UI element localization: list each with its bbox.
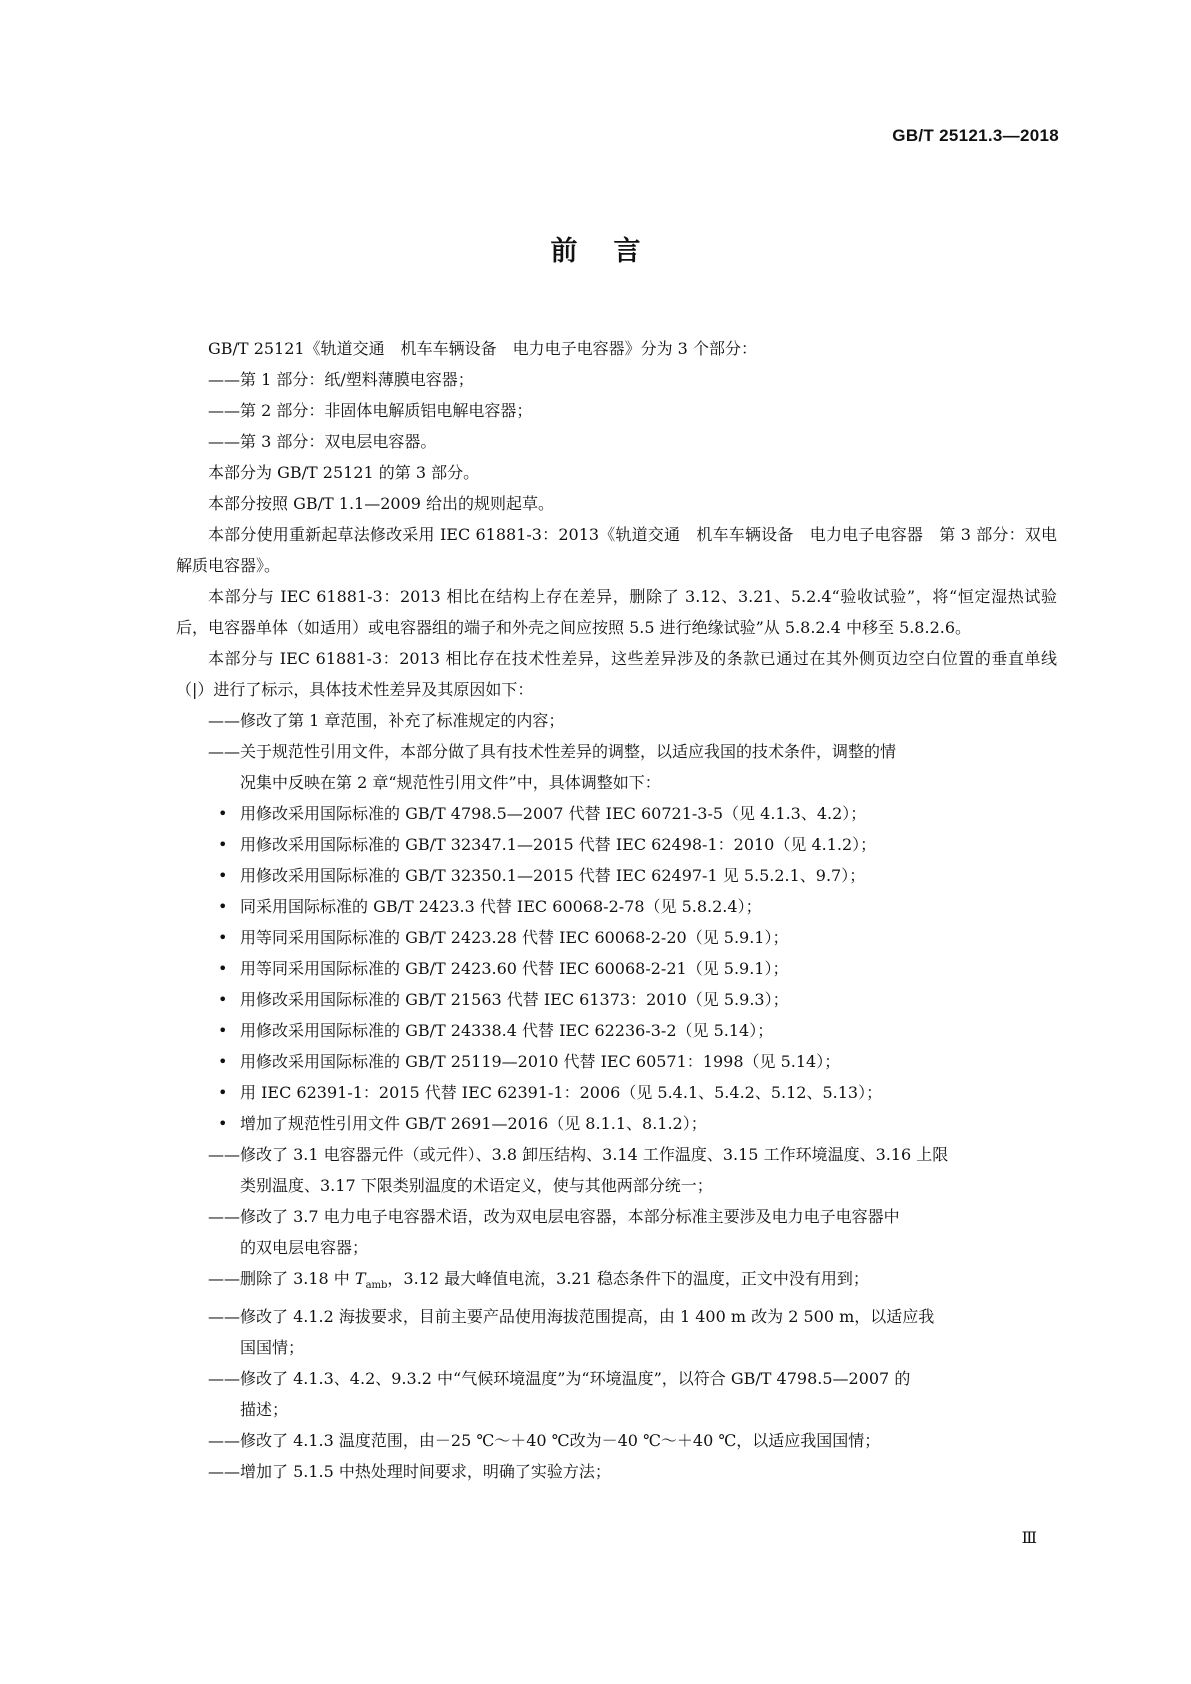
document-id: GB/T 25121.3—2018	[892, 126, 1059, 145]
paragraph: 本部分为 GB/T 25121 的第 3 部分。	[208, 463, 480, 482]
dash-item-line: ——修改了 3.7 电力电子电容器术语，改为双电层电容器，本部分标准主要涉及电力电子电容器中	[208, 1207, 900, 1226]
bullet-item	[176, 891, 1057, 922]
bullet-icon: •	[218, 897, 228, 916]
bullet-icon: •	[218, 928, 228, 947]
bullet-text: 用修改采用国际标准的 GB/T 21563 代替 IEC 61373：2010（见 5.9.3）；	[240, 990, 789, 1009]
paragraph: 本部分与 IEC 61881-3：2013 相比存在技术性差异，这些差异涉及的条款已通过在其外侧页边空白位置的垂直单线（|）进行了标示，具体技术性差异及其原因如下：	[176, 649, 1057, 699]
dash-item	[176, 1201, 1057, 1263]
dash-item-continuation: 的双电层电容器；	[240, 1238, 369, 1257]
dash-item: ——修改了 4.1.3 温度范围，由－25 ℃～＋40 ℃改为－40 ℃～＋40 ℃，以适应我国国情；	[208, 1431, 881, 1451]
bullet-icon: •	[218, 959, 228, 978]
dash-item-prefix: ——删除了 3.18 中	[208, 1269, 355, 1288]
document-body	[176, 333, 1057, 1487]
bullet-text: 用修改采用国际标准的 GB/T 32350.1—2015 代替 IEC 62497-1 见 5.5.2.1、9.7）；	[240, 866, 866, 885]
bullet-text: 用修改采用国际标准的 GB/T 32347.1—2015 代替 IEC 62498-1：2010（见 4.1.2）；	[240, 835, 877, 854]
bullet-item	[176, 984, 1057, 1015]
bullet-item	[176, 1015, 1057, 1046]
dash-item-continuation: 类别温度、3.17 下限类别温度的术语定义，使与其他两部分统一；	[240, 1176, 713, 1195]
bullet-text: 用等同采用国际标准的 GB/T 2423.60 代替 IEC 60068-2-21（见 5.9.1）；	[240, 959, 789, 978]
dash-item-continuation: 描述；	[240, 1400, 289, 1420]
dash-item-continuation: 况集中反映在第 2 章“规范性引用文件”中，具体调整如下：	[240, 773, 661, 792]
dash-item	[176, 1263, 1057, 1301]
dash-item: ——增加了 5.1.5 中热处理时间要求，明确了实验方法；	[208, 1462, 611, 1482]
bullet-item	[176, 922, 1057, 953]
paragraph: 本部分与 IEC 61881-3：2013 相比在结构上存在差异，删除了 3.12、3.21、5.2.4“验收试验”，将“恒定湿热试验后，电容器单体（如适用）或电容器组的端子和外壳之间应按照 5.5 进行绝缘试验”从 5.8.2.4 中移至 5.8.2.6。	[176, 587, 1057, 637]
dash-item: ——修改了第 1 章范围，补充了标准规定的内容；	[208, 711, 565, 730]
paragraph: 本部分按照 GB/T 1.1—2009 给出的规则起草。	[208, 494, 555, 513]
bullet-text: 同采用国际标准的 GB/T 2423.3 代替 IEC 60068-2-78（见 5.8.2.4）；	[240, 897, 762, 916]
dash-item: ——第 2 部分：非固体电解质铝电解电容器；	[208, 401, 533, 420]
bullet-text: 用 IEC 62391-1：2015 代替 IEC 62391-1：2006（见 5.4.1、5.4.2、5.12、5.13）；	[240, 1083, 883, 1102]
paragraph: 本部分使用重新起草法修改采用 IEC 61881-3：2013《轨道交通 机车车辆设备 电力电子电容器 第 3 部分：双电解质电容器》。	[176, 525, 1057, 575]
bullet-list	[176, 798, 1057, 1139]
bullet-icon: •	[218, 866, 228, 885]
bullet-icon: •	[218, 1052, 228, 1071]
bullet-item	[176, 1046, 1057, 1077]
dash-item	[176, 1363, 1057, 1425]
dash-item-line: ——关于规范性引用文件，本部分做了具有技术性差异的调整，以适应我国的技术条件，调整的情	[208, 742, 897, 761]
bullet-icon: •	[218, 835, 228, 854]
bullet-icon: •	[218, 1083, 228, 1102]
dash-item-line: ——修改了 4.1.2 海拔要求，目前主要产品使用海拔范围提高，由 1 400 m 改为 2 500 m，以适应我	[208, 1307, 935, 1327]
bullet-text: 用修改采用国际标准的 GB/T 25119—2010 代替 IEC 60571：1998（见 5.14）；	[240, 1052, 841, 1071]
bullet-icon: •	[218, 1114, 228, 1133]
dash-item-line: ——修改了 4.1.3、4.2、9.3.2 中“气候环境温度”为“环境温度”，以符合 GB/T 4798.5—2007 的	[208, 1369, 911, 1389]
bullet-item	[176, 829, 1057, 860]
paragraph: GB/T 25121《轨道交通 机车车辆设备 电力电子电容器》分为 3 个部分：	[208, 339, 757, 358]
page-number: Ⅲ	[1021, 1528, 1037, 1547]
bullet-item	[176, 1108, 1057, 1139]
bullet-text: 用修改采用国际标准的 GB/T 24338.4 代替 IEC 62236-3-2（见 5.14）；	[240, 1021, 774, 1040]
dash-item	[176, 1301, 1057, 1363]
bullet-item	[176, 953, 1057, 984]
bullet-text: 用等同采用国际标准的 GB/T 2423.28 代替 IEC 60068-2-20（见 5.9.1）；	[240, 928, 789, 947]
bullet-item	[176, 860, 1057, 891]
dash-item	[176, 736, 1057, 798]
dash-item-suffix: ，3.12 最大峰值电流，3.21 稳态条件下的温度，正文中没有用到；	[387, 1269, 869, 1288]
bullet-text: 用修改采用国际标准的 GB/T 4798.5—2007 代替 IEC 60721-3-5（见 4.1.3、4.2）；	[240, 804, 867, 823]
dash-item-continuation: 国国情；	[240, 1338, 305, 1358]
bullet-icon: •	[218, 1021, 228, 1040]
symbol-t: T	[354, 1269, 366, 1288]
dash-item-line: ——修改了 3.1 电容器元件（或元件）、3.8 卸压结构、3.14 工作温度、3.15 工作环境温度、3.16 上限	[208, 1145, 949, 1164]
page-title: 前言	[550, 236, 677, 267]
symbol-subscript: amb	[365, 1280, 388, 1292]
dash-item: ——第 3 部分：双电层电容器。	[208, 432, 437, 451]
bullet-item	[176, 1077, 1057, 1108]
dash-item: ——第 1 部分：纸/塑料薄膜电容器；	[208, 370, 474, 389]
bullet-icon: •	[218, 804, 228, 823]
bullet-text: 增加了规范性引用文件 GB/T 2691—2016（见 8.1.1、8.1.2）；	[240, 1114, 707, 1133]
bullet-icon: •	[218, 990, 228, 1009]
bullet-item	[176, 798, 1057, 829]
dash-item	[176, 1139, 1057, 1201]
